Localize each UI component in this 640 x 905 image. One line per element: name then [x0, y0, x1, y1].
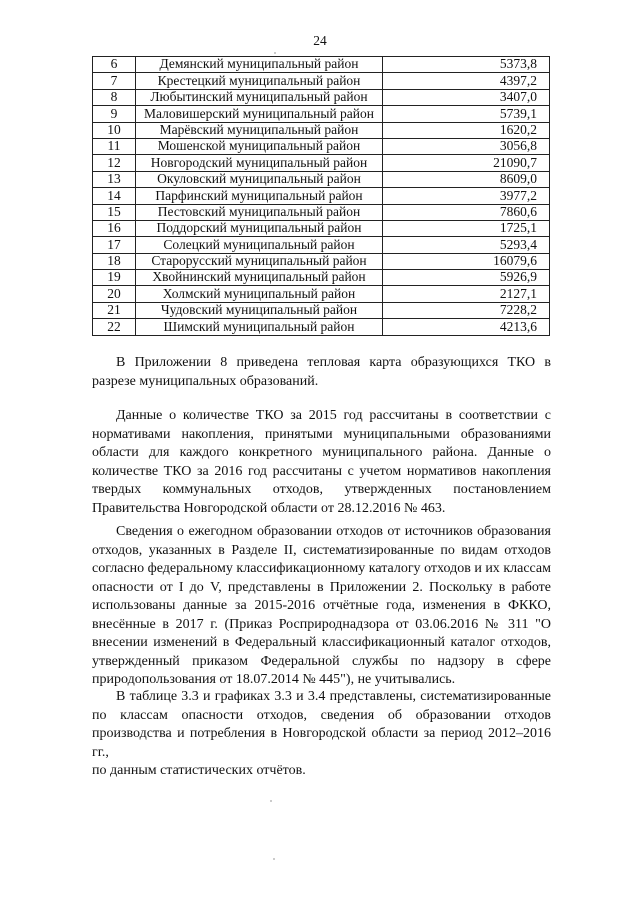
district-name-cell: Новгородский муниципальный район: [136, 155, 383, 171]
table-row: [93, 106, 550, 122]
waste-value-cell: 4397,2: [383, 73, 550, 89]
table-row: [93, 122, 550, 138]
district-name-cell: Маловишерский муниципальный район: [136, 106, 383, 122]
district-name-cell: Холмский муниципальный район: [136, 286, 383, 302]
table-row: [93, 171, 550, 187]
row-number-cell: 22: [93, 319, 136, 335]
row-number-cell: 17: [93, 237, 136, 253]
table-row: [93, 204, 550, 220]
text-line: отходов, указанных в Разделе II, систематизированные по видам отходов: [92, 542, 551, 558]
waste-value-cell: 7860,6: [383, 204, 550, 220]
row-number-cell: 19: [93, 270, 136, 286]
waste-value-cell: 5293,4: [383, 237, 550, 253]
table-row: [93, 253, 550, 269]
district-name-cell: Парфинский муниципальный район: [136, 188, 383, 204]
table-row: [93, 57, 550, 73]
text-line: области для каждого конкретного муниципального района. Данные о: [92, 445, 551, 460]
waste-value-cell: 3977,2: [383, 188, 550, 204]
waste-value-cell: 3407,0: [383, 89, 550, 105]
text-line: внесении изменений в Федеральный классификационный каталог отходов,: [92, 635, 551, 650]
district-name-cell: Любытинский муниципальный район: [136, 89, 383, 105]
table-row: [93, 270, 550, 286]
row-number-cell: 12: [93, 155, 136, 171]
text-line: по классам опасности отходов, сведения об образовании отходов: [92, 707, 551, 723]
waste-value-cell: 1620,2: [383, 122, 550, 138]
table-row: [93, 155, 550, 171]
table-row: [93, 302, 550, 318]
scan-speck: [274, 52, 276, 54]
row-number-cell: 20: [93, 286, 136, 302]
table-row: [93, 138, 550, 154]
table-row: [93, 188, 550, 204]
text-line: нормативами накопления, принятыми муниципальными образованиями: [92, 426, 551, 442]
paragraph-tko-quantity: [92, 407, 551, 518]
table-row: [93, 89, 550, 105]
waste-value-cell: 5926,9: [383, 270, 550, 286]
text-line: внесённые в 2017 г. (Приказ Росприроднадзора от 03.06.2016 № 311 "О: [92, 616, 551, 632]
district-name-cell: Пестовский муниципальный район: [136, 204, 383, 220]
waste-value-cell: 1725,1: [383, 220, 550, 236]
waste-value-cell: 4213,6: [383, 319, 550, 335]
district-name-cell: Демянский муниципальный район: [136, 57, 383, 73]
waste-volume-table: [92, 56, 550, 336]
text-line: производства и потребления в Новгородской области за период 2012–2016 гг.,: [92, 726, 551, 760]
row-number-cell: 18: [93, 253, 136, 269]
row-number-cell: 10: [93, 122, 136, 138]
waste-value-cell: 5373,8: [383, 57, 550, 73]
district-name-cell: Старорусский муниципальный район: [136, 253, 383, 269]
district-name-cell: Марёвский муниципальный район: [136, 122, 383, 138]
text-line: разрезе муниципальных образований.: [92, 373, 319, 389]
paragraph-table-3-3-reference: [92, 688, 551, 781]
table-body: [93, 57, 550, 336]
text-line: твердых коммунальных отходов, утвержденных постановлением: [92, 482, 551, 497]
text-line: по данным статистических отчётов.: [92, 763, 306, 778]
row-number-cell: 13: [93, 171, 136, 187]
waste-value-cell: 2127,1: [383, 286, 550, 302]
waste-value-cell: 8609,0: [383, 171, 550, 187]
district-name-cell: Шимский муниципальный район: [136, 319, 383, 335]
row-number-cell: 16: [93, 220, 136, 236]
waste-value-cell: 7228,2: [383, 302, 550, 318]
paragraph-annual-waste-info: [92, 523, 551, 690]
table-row: [93, 73, 550, 89]
text-line: количестве ТКО за 2016 год рассчитаны с учетом нормативов накопления: [92, 463, 551, 479]
text-line: использованы данные за 2015-2016 отчётные года, изменения в ФККО,: [92, 598, 551, 613]
row-number-cell: 11: [93, 138, 136, 154]
text-line: В Приложении 8 приведена тепловая карта образующихся ТКО в: [116, 355, 551, 370]
waste-value-cell: 5739,1: [383, 106, 550, 122]
waste-value-cell: 16079,6: [383, 253, 550, 269]
row-number-cell: 15: [93, 204, 136, 220]
waste-value-cell: 3056,8: [383, 138, 550, 154]
text-line: Сведения о ежегодном образовании отходов от источников образования: [116, 524, 551, 539]
row-number-cell: 9: [93, 106, 136, 122]
text-line: Данные о количестве ТКО за 2015 год рассчитаны в соответствии с: [116, 408, 551, 423]
scan-speck: [270, 800, 272, 802]
row-number-cell: 6: [93, 57, 136, 73]
district-name-cell: Окуловский муниципальный район: [136, 171, 383, 187]
row-number-cell: 21: [93, 302, 136, 318]
table-row: [93, 237, 550, 253]
table-row: [93, 220, 550, 236]
text-line: В таблице 3.3 и графиках 3.3 и 3.4 представлены, систематизированные: [116, 689, 551, 704]
row-number-cell: 14: [93, 188, 136, 204]
scan-speck: [273, 858, 275, 860]
text-line: опасности от I до V, представлены в Приложении 2. Поскольку в работе: [92, 579, 551, 595]
text-line: Правительства Новгородской области от 28.12.2016 № 463.: [92, 500, 446, 516]
paragraph-heat-map-note: [92, 354, 551, 391]
text-line: согласно федеральному классификационному каталогу отходов и их классам: [92, 561, 551, 576]
district-name-cell: Крестецкий муниципальный район: [136, 73, 383, 89]
district-name-cell: Солецкий муниципальный район: [136, 237, 383, 253]
district-name-cell: Поддорский муниципальный район: [136, 220, 383, 236]
text-line: утвержденный приказом Федеральной службы по надзору в сфере: [92, 653, 551, 669]
row-number-cell: 8: [93, 89, 136, 105]
page-number: 24: [313, 33, 327, 48]
district-name-cell: Чудовский муниципальный район: [136, 302, 383, 318]
text-line: природопользования от 18.07.2014 № 445"), не учитывались.: [92, 672, 456, 687]
district-name-cell: Хвойнинский муниципальный район: [136, 270, 383, 286]
district-name-cell: Мошенской муниципальный район: [136, 138, 383, 154]
waste-value-cell: 21090,7: [383, 155, 550, 171]
table-row: [93, 319, 550, 335]
row-number-cell: 7: [93, 73, 136, 89]
table-row: [93, 286, 550, 302]
